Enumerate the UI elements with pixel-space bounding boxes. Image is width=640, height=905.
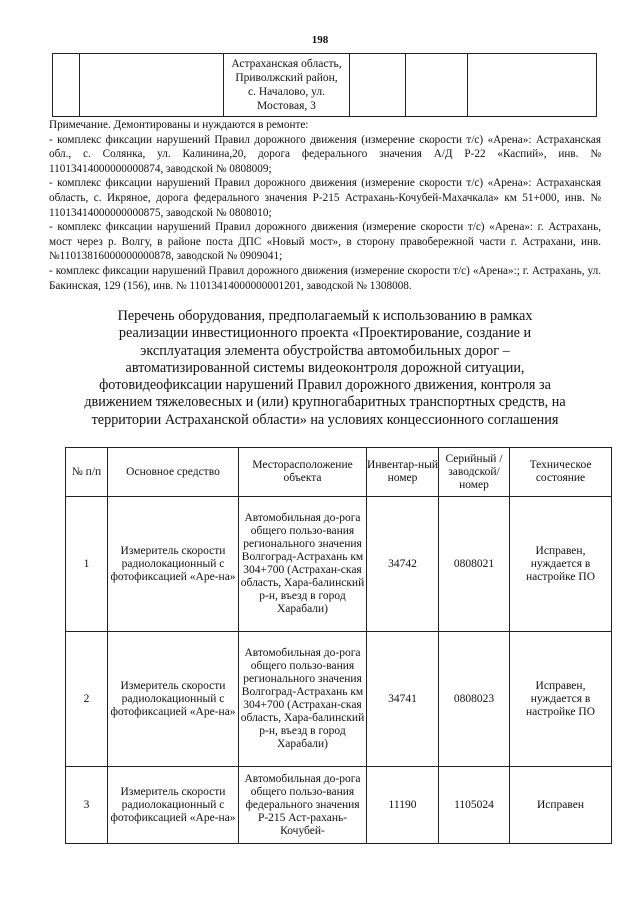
header-location: Месторасположение объекта: [239, 448, 367, 497]
header-asset: Основное средство: [108, 448, 239, 497]
cell-condition: Исправен, нуждается в настройке ПО: [510, 497, 612, 632]
page-number: 198: [311, 34, 329, 46]
cell-condition: Исправен: [510, 767, 612, 844]
cell-condition: Исправен, нуждается в настройке ПО: [510, 632, 612, 767]
equipment-table: [65, 447, 612, 844]
cell-inventory: 34742: [367, 497, 439, 632]
table-cell: [350, 54, 406, 117]
cell-location: Автомобильная до-рога общего пользо-вания регионального значения Волгоград-Астрахань км 304+700 (Астрахан-ская область, Хара-балинский р-н, въезд в город Харабали): [239, 632, 367, 767]
cell-serial: 1105024: [439, 767, 510, 844]
cell-num: 2: [66, 632, 108, 767]
table-row: [66, 632, 612, 767]
continued-table-fragment: [52, 53, 597, 117]
section-heading: [40, 308, 610, 429]
note-item: - комплекс фиксации нарушений Правил дорожного движения (измерение скорости т/с) «Арена»: Астраханская обл., с. Солянка, ул. Калинина,20, дорога федерального значения А/Д Р-22 «Каспий», инв. № 11013414000000000874, заводской № 0808009;: [49, 133, 601, 175]
cell-location: Автомобильная до-рога общего пользо-вания федерального значения Р-215 Аст-рахань-Кочубей-: [239, 767, 367, 844]
cell-inventory: 11190: [367, 767, 439, 844]
heading-line: эксплуатация элемента обустройства автомобильных дорог –: [140, 342, 510, 359]
address-line: Астраханская область,: [231, 58, 342, 70]
heading-line: автоматизированной системы видеоконтроля дорожной ситуации,: [125, 359, 525, 376]
table-row: [66, 497, 612, 632]
cell-serial: 0808021: [439, 497, 510, 632]
note-item: - комплекс фиксации нарушений Правил дорожного движения (измерение скорости т/с) «Арена»: Астраханская область, с. Икряное, дорога федерального значения Р-215 Астрахань-Кочубей-Махачкала» км 51+000, инв. № 11013414000000000875, заводской № 0808010;: [49, 177, 601, 219]
table-header-row: [66, 448, 612, 497]
header-num: № п/п: [66, 448, 108, 497]
heading-line: реализации инвестиционного проекта «Проектирование, создание и: [118, 325, 532, 342]
header-condition: Техническое состояние: [510, 448, 612, 497]
table-cell: [80, 54, 224, 117]
heading-line: территории Астраханской области» на условиях концессионного соглашения: [91, 411, 559, 428]
heading-line: фотовидеофиксации нарушений Правил дорожного движения, контроля за: [99, 377, 551, 394]
address-line: Мостовая, 3: [257, 100, 316, 112]
address-line: Приволжский район,: [235, 72, 338, 84]
note-section: [49, 118, 601, 293]
cell-asset: Измеритель скорости радиолокационный с фотофиксацией «Аре-на»: [108, 767, 239, 844]
table-row: [66, 767, 612, 844]
cell-asset: Измеритель скорости радиолокационный с фотофиксацией «Аре-на»: [108, 632, 239, 767]
table-cell: [53, 54, 80, 117]
cell-num: 3: [66, 767, 108, 844]
cell-inventory: 34741: [367, 632, 439, 767]
cell-location: Автомобильная до-рога общего пользо-вания регионального значения Волгоград-Астрахань км 304+700 (Астрахан-ская область, Хара-балинский р-н, въезд в город Харабали): [239, 497, 367, 632]
table-cell: [406, 54, 468, 117]
address-cell: [224, 54, 350, 117]
note-title: Примечание. Демонтированы и нуждаются в ремонте:: [49, 119, 309, 131]
header-serial: Серийный /заводской/ номер: [439, 448, 510, 497]
heading-line: движением тяжеловесных и (или) крупногабаритных транспортных средств, на: [84, 394, 566, 411]
cell-serial: 0808023: [439, 632, 510, 767]
cell-asset: Измеритель скорости радиолокационный с фотофиксацией «Аре-на»: [108, 497, 239, 632]
table-cell: [468, 54, 597, 117]
table-row: [53, 54, 597, 117]
cell-num: 1: [66, 497, 108, 632]
heading-line: Перечень оборудования, предполагаемый к использованию в рамках: [117, 308, 533, 324]
note-item: - комплекс фиксации нарушений Правил дорожного движения (измерение скорости т/с) «Арена»:; г. Астрахань, ул. Бакинская, 129 (156), инв. № 11013414000000001201, заводской № 1308008.: [49, 264, 601, 292]
note-item: - комплекс фиксации нарушений Правил дорожного движения (измерение скорости т/с) «Арена»: г. Астрахань, мост через р. Волгу, в районе поста ДПС «Новый мост», в сторону правобережной части г. Астрахани, инв. №11013816000000000878, заводской № 0909041;: [49, 221, 601, 263]
header-inventory: Инвентар-ный номер: [367, 448, 439, 497]
address-line: с. Началово, ул.: [248, 86, 325, 98]
